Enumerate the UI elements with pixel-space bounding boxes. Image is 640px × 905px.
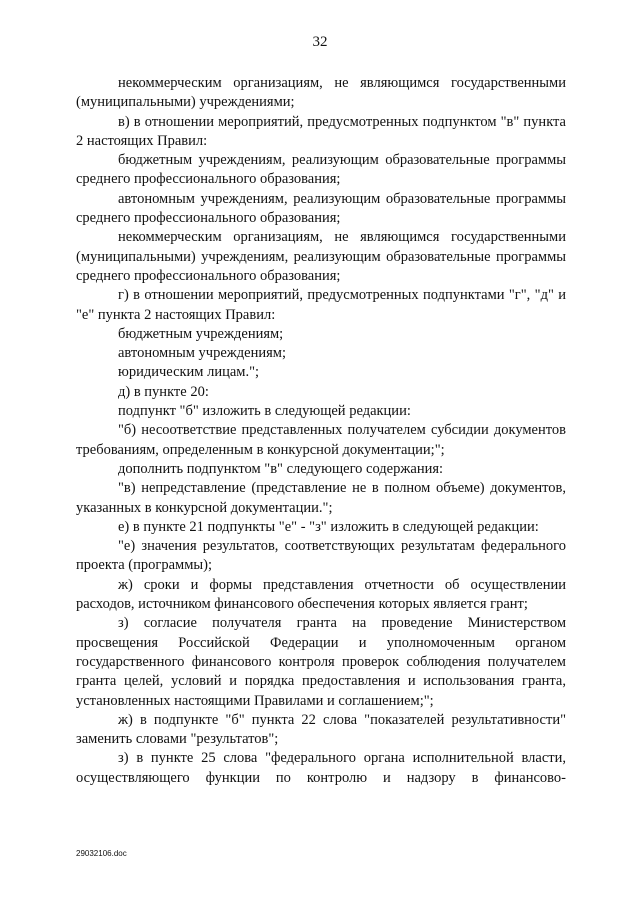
paragraph: "в) непредставление (представление не в полном объеме) документов, указанных в конкурсной документации."; [76, 480, 566, 516]
paragraph: автономным учреждениям, реализующим образовательные программы среднего профессионального образования; [76, 190, 566, 227]
paragraph: автономным учреждениям; [118, 345, 286, 362]
paragraph: ж) сроки и формы представления отчетности об осуществлении расходов, источником финансового обеспечения которых является грант; [76, 576, 566, 613]
paragraph: подпункт "б" изложить в следующей редакции: [118, 403, 411, 420]
document-body [76, 74, 566, 788]
paragraph: д) в пункте 20: [118, 383, 209, 400]
footer-filename: 29032106.doc [76, 849, 127, 858]
paragraph: бюджетным учреждениям, реализующим образовательные программы среднего профессионального образования; [76, 152, 566, 188]
paragraph: в) в отношении мероприятий, предусмотренных подпунктом "в" пункта 2 настоящих Правил: [76, 113, 566, 149]
paragraph: г) в отношении мероприятий, предусмотренных подпунктами "г", "д" и "е" пункта 2 настоящих Правил: [76, 287, 566, 323]
paragraph: "б) несоответствие представленных получателем субсидии документов требованиям, определенным в конкурсной документации;"; [76, 422, 566, 458]
paragraph: некоммерческим организациям, не являющимся государственными (муниципальными) учреждениям, реализующим образовательные программы среднего профессионального образования; [76, 229, 566, 284]
paragraph: "е) значения результатов, соответствующих результатам федерального проекта (программы); [76, 538, 566, 574]
paragraph: юридическим лицам."; [118, 364, 260, 381]
paragraph: дополнить подпунктом "в" следующего содержания: [118, 460, 444, 477]
paragraph: ж) в подпункте "б" пункта 22 слова "показателей результативности" заменить словами "результатов"; [76, 711, 566, 748]
paragraph: з) в пункте 25 слова "федерального органа исполнительной власти, осуществляющего функции по контролю и надзору в финансово- [76, 750, 566, 786]
paragraph: з) согласие получателя гранта на проведение Министерством просвещения Российской Федерации и уполномоченным органом государственного финансового контроля проверок соблюдения получателем гранта целей, условий и порядка предоставления и использования гранта, установленных настоящими Правилами и соглашением;"; [76, 615, 566, 709]
paragraph: бюджетным учреждениям; [118, 325, 284, 342]
paragraph: е) в пункте 21 подпункты "е" - "з" изложить в следующей редакции: [118, 518, 539, 535]
paragraph: некоммерческим организациям, не являющимся государственными (муниципальными) учреждениями; [76, 75, 566, 111]
page-number: 32 [312, 34, 328, 50]
